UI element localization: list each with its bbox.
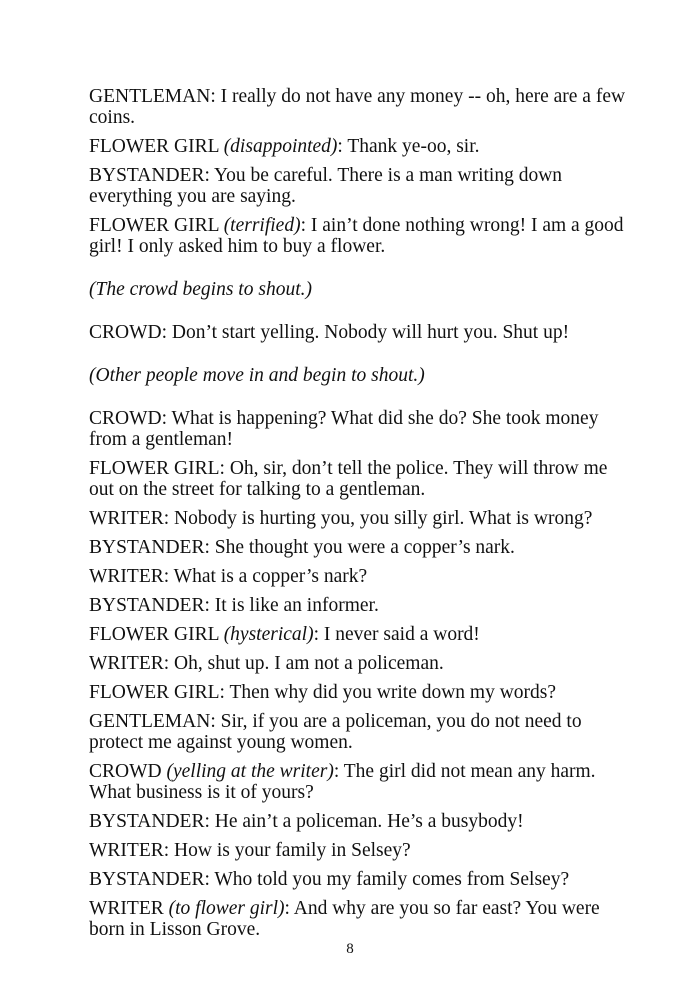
speaker-name: FLOWER GIRL [89, 458, 220, 479]
dialogue-line [89, 537, 629, 558]
dialogue-text: : Who told you my family comes from Selsey? [204, 869, 570, 890]
dialogue-line [89, 595, 629, 616]
dialogue-line [89, 869, 629, 890]
stage-direction: (The crowd begins to shout.) [89, 279, 312, 300]
dialogue-line [89, 322, 629, 343]
speaker-name: CROWD [89, 761, 167, 782]
speaker-name: CROWD [89, 322, 162, 343]
dialogue-line [89, 624, 629, 645]
speaker-name: BYSTANDER [89, 165, 205, 186]
dialogue-text: : He ain’t a policeman. He’s a busybody! [204, 811, 524, 832]
dialogue-text: : I really do not have any money -- oh, here are a few coins. [89, 86, 626, 128]
dialogue-line [89, 458, 629, 500]
dialogue-text: : Oh, sir, don’t tell the police. They will throw me out on the street for talking to a gentleman. [89, 458, 608, 500]
dialogue-line [89, 86, 629, 128]
stage-direction: (Other people move in and begin to shout.) [89, 365, 425, 386]
dialogue-line [89, 761, 629, 803]
dialogue-text: : Sir, if you are a policeman, you do not need to protect me against young women. [89, 711, 582, 753]
dialogue-line [89, 566, 629, 587]
dialogue-line [89, 840, 629, 861]
speaker-name: FLOWER GIRL [89, 624, 224, 645]
speaker-name: WRITER [89, 508, 164, 529]
dialogue-line [89, 653, 629, 674]
stage-direction-inline: (yelling at the writer) [166, 761, 334, 782]
dialogue-text: : Thank ye-oo, sir. [337, 136, 480, 157]
dialogue-text: : It is like an informer. [204, 595, 379, 616]
dialogue-line [89, 215, 629, 257]
dialogue-text: : The girl did not mean any harm. What business is it of yours? [89, 761, 596, 803]
dialogue-text: : Then why did you write down my words? [219, 682, 557, 703]
speaker-name: FLOWER GIRL [89, 136, 224, 157]
dialogue-line [89, 682, 629, 703]
stage-direction-inline: (terrified) [223, 215, 301, 236]
dialogue-text: : What is a copper’s nark? [163, 566, 368, 587]
speaker-name: WRITER [89, 840, 164, 861]
dialogue-line [89, 165, 629, 207]
dialogue-line [89, 898, 629, 940]
stage-direction-inline: (disappointed) [223, 136, 338, 157]
speaker-name: BYSTANDER [89, 595, 205, 616]
speaker-name: CROWD [89, 408, 162, 429]
dialogue-text: : What is happening? What did she do? She took money from a gentleman! [89, 408, 599, 450]
speaker-name: FLOWER GIRL [89, 682, 220, 703]
stage-direction-inline: (to flower girl) [168, 898, 285, 919]
speaker-name: FLOWER GIRL [89, 215, 224, 236]
stage-direction-inline: (hysterical) [223, 624, 314, 645]
speaker-name: GENTLEMAN [89, 86, 211, 107]
dialogue-text: : She thought you were a copper’s nark. [204, 537, 515, 558]
speaker-name: WRITER [89, 653, 164, 674]
speaker-name: BYSTANDER [89, 869, 205, 890]
dialogue-text: : I ain’t done nothing wrong! I am a good girl! I only asked him to buy a flower. [89, 215, 624, 257]
dialogue-text: : And why are you so far east? You were born in Lisson Grove. [89, 898, 600, 940]
dialogue-text: : Oh, shut up. I am not a policeman. [163, 653, 444, 674]
speaker-name: BYSTANDER [89, 811, 205, 832]
dialogue-text: : How is your family in Selsey? [163, 840, 411, 861]
dialogue-text: : Nobody is hurting you, you silly girl. What is wrong? [163, 508, 593, 529]
script-page [89, 86, 629, 948]
dialogue-line [89, 408, 629, 450]
dialogue-line [89, 711, 629, 753]
speaker-name: WRITER [89, 566, 164, 587]
dialogue-text: : Don’t start yelling. Nobody will hurt you. Shut up! [161, 322, 570, 343]
dialogue-line [89, 811, 629, 832]
speaker-name: BYSTANDER [89, 537, 205, 558]
dialogue-text: : You be careful. There is a man writing down everything you are saying. [89, 165, 563, 207]
page-number: 8 [346, 941, 354, 957]
dialogue-line [89, 508, 629, 529]
speaker-name: GENTLEMAN [89, 711, 211, 732]
speaker-name: WRITER [89, 898, 169, 919]
dialogue-text: : I never said a word! [313, 624, 480, 645]
dialogue-line [89, 136, 629, 157]
